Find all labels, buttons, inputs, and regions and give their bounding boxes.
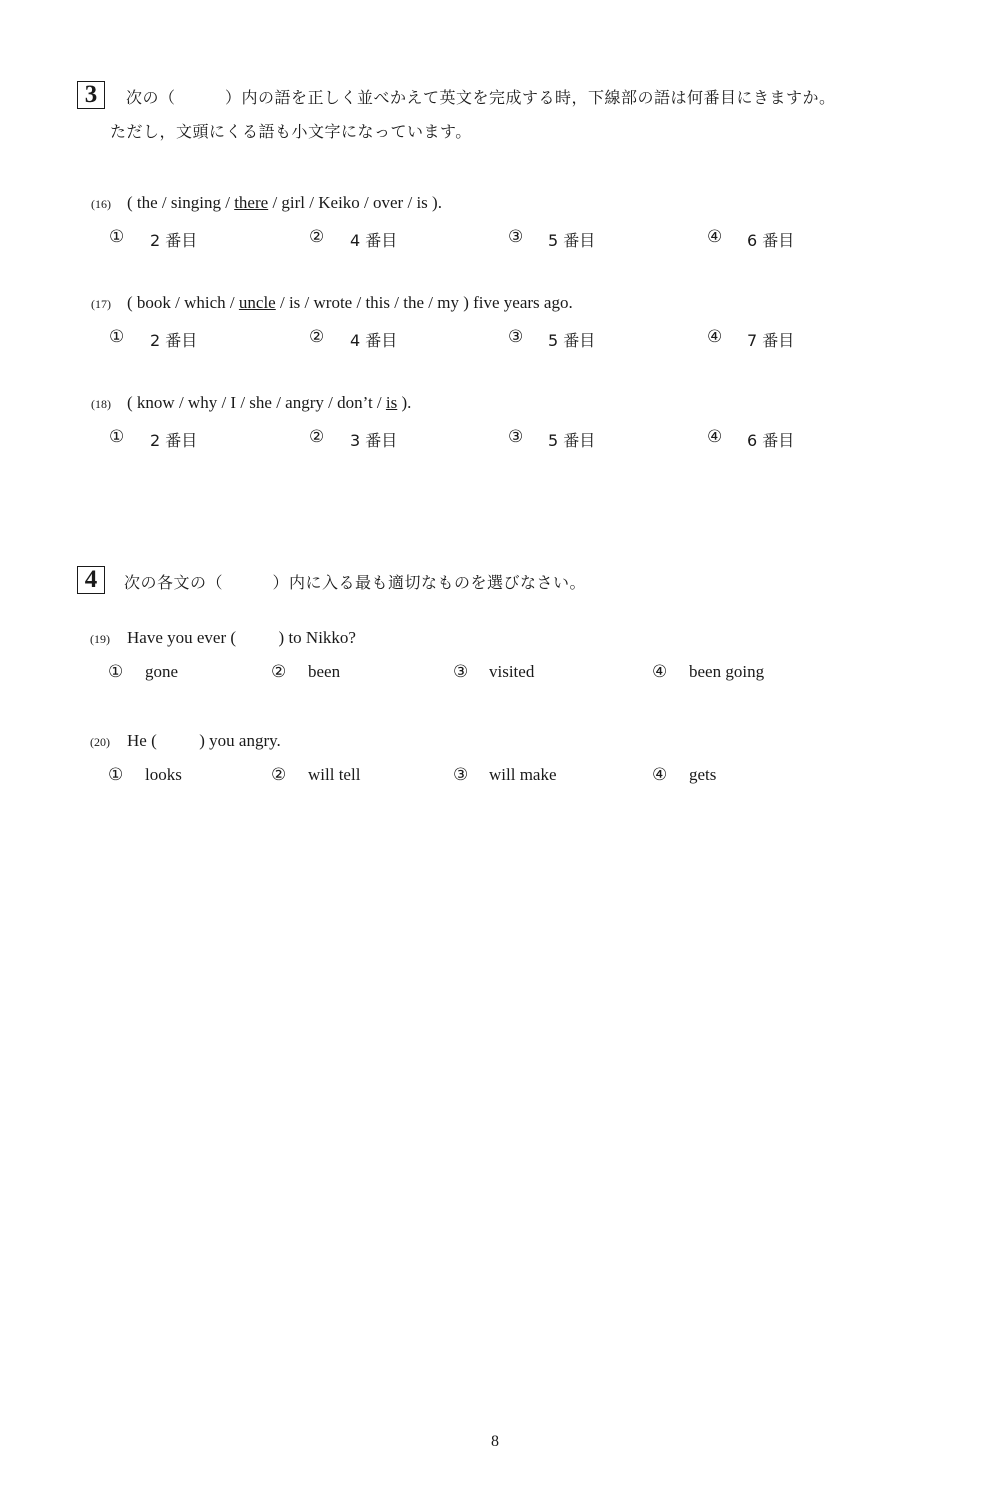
question-18-option-3-mark: ③: [508, 427, 524, 447]
question-16-option-2-mark: ②: [309, 227, 325, 247]
question-17-text-before: ( book / which /: [127, 293, 239, 312]
section-3-instruction-line-1: 次の（ ）内の語を正しく並べかえて英文を完成する時，下線部の語は何番目にきますか。: [126, 88, 836, 107]
question-20-text: He ( ) you angry.: [127, 731, 281, 750]
question-18-text: [127, 393, 411, 413]
question-17-option-4-mark: ④: [707, 327, 723, 347]
question-16-option-3-mark: ③: [508, 227, 524, 247]
question-18-underlined-word: is: [385, 393, 398, 412]
question-20-option-1-mark: ①: [108, 765, 124, 785]
question-20-option-4-mark: ④: [652, 765, 668, 785]
question-18-number: (18): [91, 397, 111, 411]
page-number: 8: [491, 1433, 499, 1450]
question-16-text-after: / girl / Keiko / over / is ).: [268, 193, 442, 212]
question-16-option-1-mark: ①: [109, 227, 125, 247]
question-18-option-1-text: 2 番目: [150, 431, 198, 450]
question-17-option-1-mark: ①: [109, 327, 125, 347]
section-4-number: 4: [77, 566, 105, 594]
question-18-text-before: ( know / why / I / she / angry / don’t /: [127, 393, 386, 412]
section-3-instruction-line-2: ただし，文頭にくる語も小文字になっています。: [110, 122, 472, 141]
question-17-option-3-text: 5 番目: [548, 331, 596, 350]
question-16-option-2-text: 4 番目: [350, 231, 398, 250]
question-17-option-2-text: 4 番目: [350, 331, 398, 350]
question-20-option-3-mark: ③: [453, 765, 469, 785]
question-16-option-3-text: 5 番目: [548, 231, 596, 250]
question-17-underlined-word: uncle: [238, 293, 276, 312]
question-19-option-1-mark: ①: [108, 662, 124, 682]
question-20-option-2-mark: ②: [271, 765, 287, 785]
question-20-number: (20): [90, 735, 110, 749]
question-18-text-after: ).: [397, 393, 412, 412]
question-17-option-2-mark: ②: [309, 327, 325, 347]
question-16-option-1-text: 2 番目: [150, 231, 198, 250]
question-16-text: [127, 193, 442, 213]
question-19-option-4-text: been going: [689, 662, 765, 681]
question-19-option-3-text: visited: [489, 662, 535, 681]
question-19-option-1-text: gone: [145, 662, 179, 681]
question-16-option-4-text: 6 番目: [747, 231, 795, 250]
section-4-instruction: 次の各文の（ ）内に入る最も適切なものを選びなさい。: [124, 573, 587, 592]
question-18-option-4-text: 6 番目: [747, 431, 795, 450]
question-20-option-1-text: looks: [145, 765, 182, 784]
question-18-option-1-mark: ①: [109, 427, 125, 447]
question-17-text: [127, 293, 573, 313]
question-17-number: (17): [91, 297, 111, 311]
question-18-option-4-mark: ④: [707, 427, 723, 447]
question-16-text-before: ( the / singing /: [127, 193, 235, 212]
question-19-option-3-mark: ③: [453, 662, 469, 682]
question-19-option-2-mark: ②: [271, 662, 287, 682]
question-19-option-4-mark: ④: [652, 662, 668, 682]
question-18-option-2-text: 3 番目: [350, 431, 398, 450]
question-19-option-2-text: been: [308, 662, 341, 681]
question-17-option-1-text: 2 番目: [150, 331, 198, 350]
question-16-option-4-mark: ④: [707, 227, 723, 247]
question-20-option-3-text: will make: [489, 765, 557, 784]
question-17-text-after: / is / wrote / this / the / my ) five years ago.: [275, 293, 573, 312]
question-20-option-2-text: will tell: [308, 765, 361, 784]
question-20-option-4-text: gets: [689, 765, 717, 784]
question-18-option-3-text: 5 番目: [548, 431, 596, 450]
question-19-number: (19): [90, 632, 110, 646]
question-18-option-2-mark: ②: [309, 427, 325, 447]
question-17-option-4-text: 7 番目: [747, 331, 795, 350]
question-17-option-3-mark: ③: [508, 327, 524, 347]
section-3-number: 3: [77, 81, 105, 109]
question-19-text: Have you ever ( ) to Nikko?: [127, 628, 356, 647]
question-16-number: (16): [91, 197, 111, 211]
question-16-underlined-word: there: [234, 193, 269, 212]
